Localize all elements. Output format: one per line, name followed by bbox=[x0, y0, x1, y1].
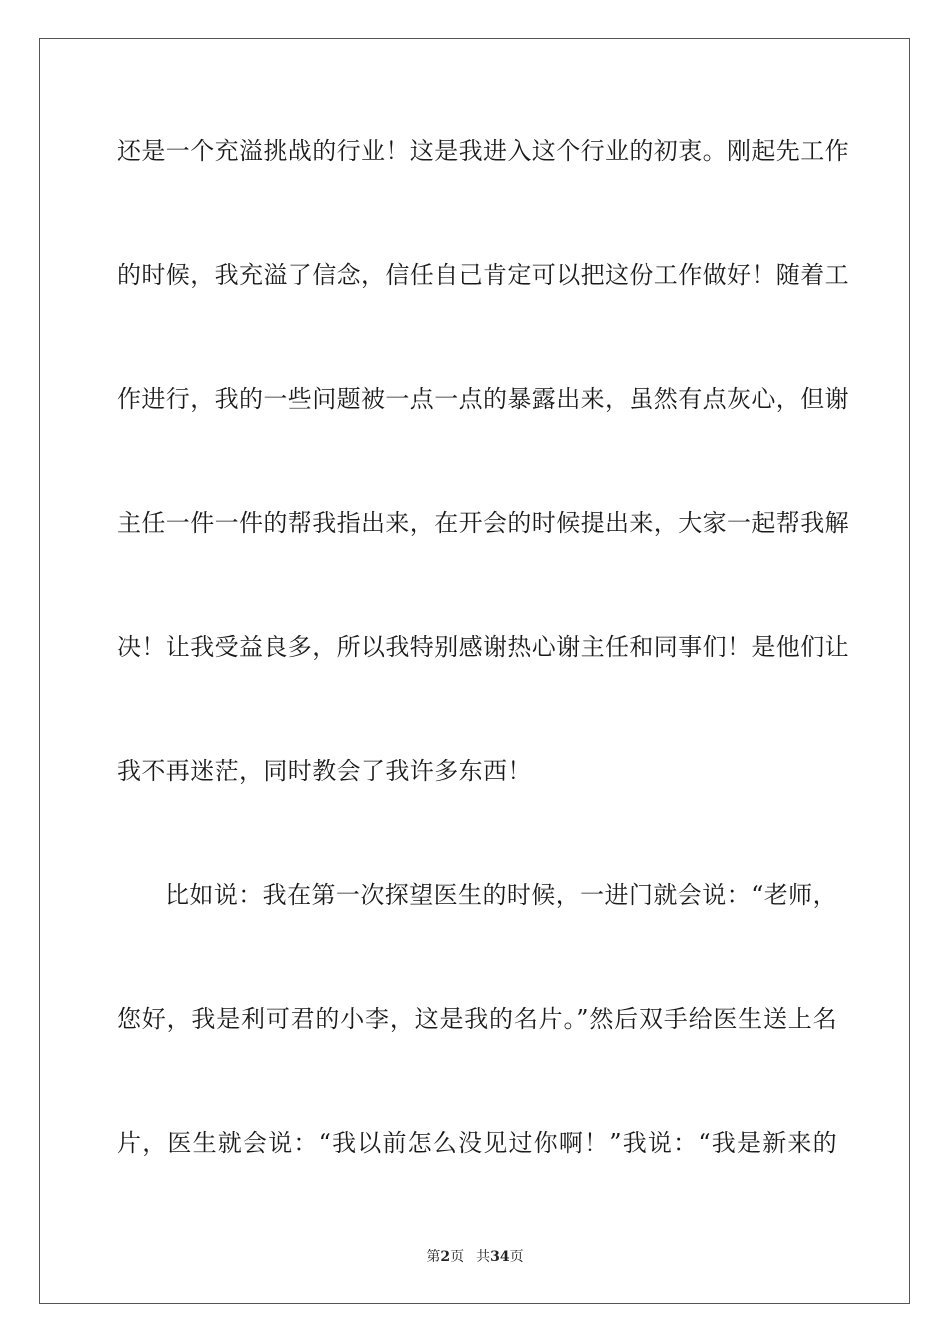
paragraph-line-9: 片，医生就会说：“我以前怎么没见过你啊！”我说：“我是新来的 bbox=[117, 1129, 837, 1157]
page-suffix: 页 bbox=[450, 1249, 465, 1265]
page-prefix: 第 bbox=[426, 1249, 441, 1265]
total-suffix: 页 bbox=[509, 1249, 524, 1265]
page-frame bbox=[39, 38, 910, 1304]
paragraph-line-4: 主任一件一件的帮我指出来，在开会的时候提出来，大家一起帮我解 bbox=[117, 509, 849, 537]
paragraph-line-6: 我不再迷茫，同时教会了我许多东西！ bbox=[117, 757, 532, 785]
page-number: 2 bbox=[440, 1249, 451, 1265]
total-pages: 34 bbox=[490, 1249, 510, 1265]
paragraph-line-5: 决！让我受益良多，所以我特别感谢热心谢主任和同事们！是他们让 bbox=[117, 633, 849, 661]
paragraph-line-1: 还是一个充溢挑战的行业！这是我进入这个行业的初衷。刚起先工作 bbox=[117, 137, 849, 165]
paragraph-line-3: 作进行，我的一些问题被一点一点的暴露出来，虽然有点灰心，但谢 bbox=[117, 385, 849, 413]
page-footer bbox=[0, 1246, 950, 1266]
paragraph-line-7: 比如说：我在第一次探望医生的时候，一进门就会说：“老师， bbox=[165, 881, 837, 909]
paragraph-line-2: 的时候，我充溢了信念，信任自己肯定可以把这份工作做好！随着工 bbox=[117, 261, 849, 289]
total-prefix: 共 bbox=[476, 1249, 491, 1265]
paragraph-line-8: 您好，我是利可君的小李，这是我的名片。”然后双手给医生送上名 bbox=[117, 1005, 837, 1033]
